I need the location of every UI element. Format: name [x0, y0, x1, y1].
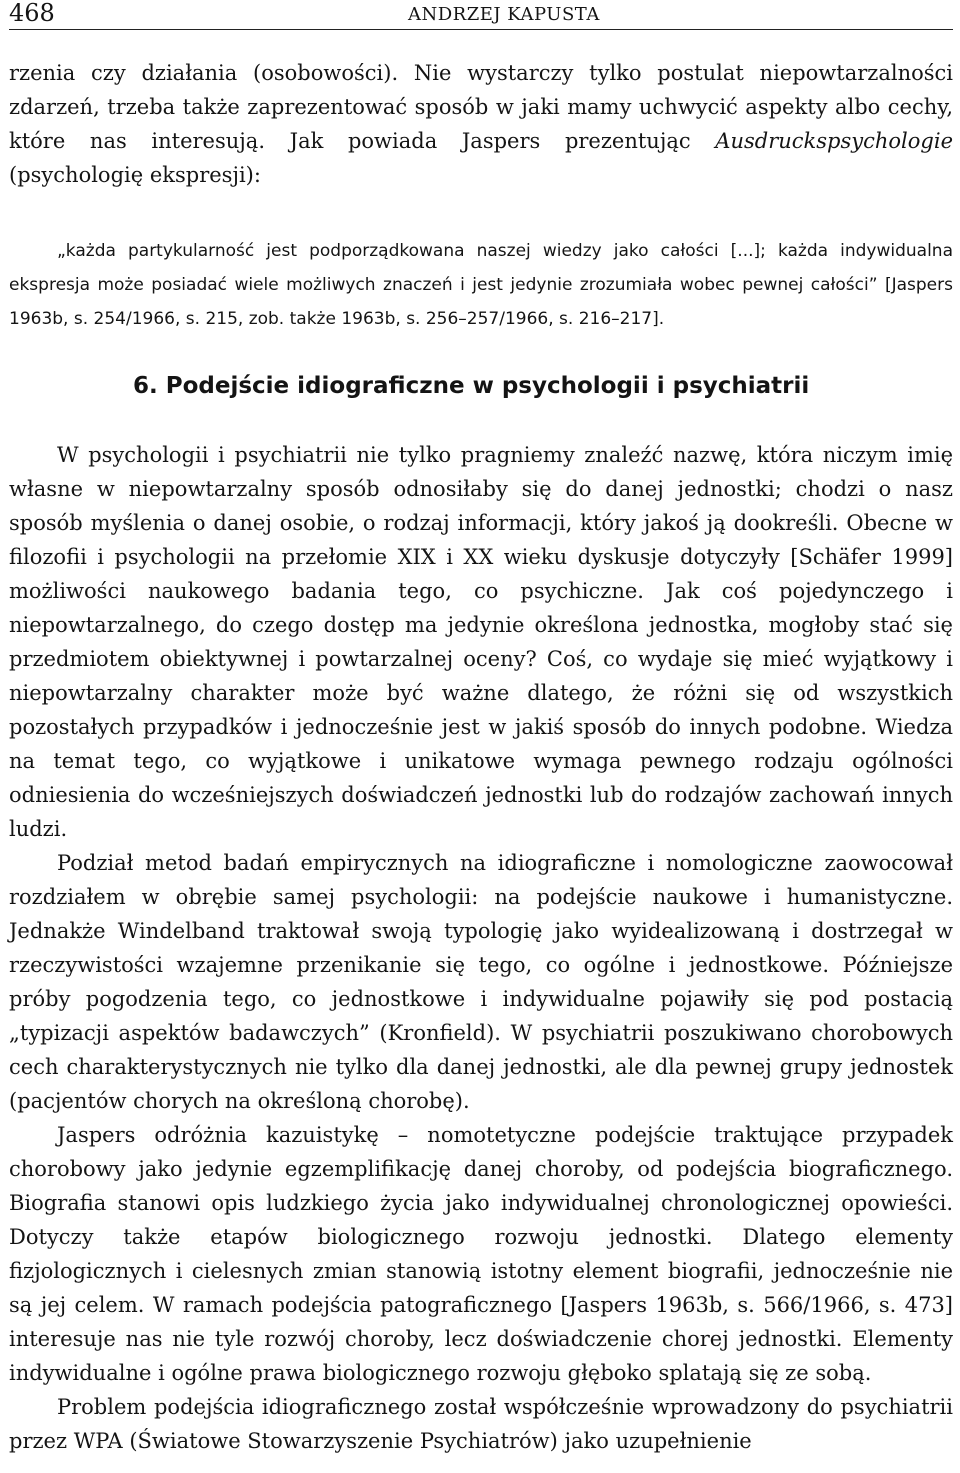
section-body	[9, 438, 953, 1458]
intro-text: rzenia czy działania (osobowości). Nie wystarczy tylko postulat niepowtarzalności zdarzeń, trzeba także zaprezentować sposób w jaki mamy uchwycić aspekty albo cechy, które nas interesują. Jak powiada Jaspers prezentując	[9, 61, 953, 153]
body-paragraph: W psychologii i psychiatrii nie tylko pragniemy znaleźć nazwę, która niczym imię własne w niepowtarzalny sposób odnosiłaby się do danej jednostki; chodzi o nasz sposób myślenia o danej osobie, o rodzaj informacji, który jakoś ją dookreśli. Obecne w filozofii i psychologii na przełomie XIX i XX wieku dyskusje dotyczyły [Schäfer 1999] możliwości naukowego badania tego, co psychiczne. Jak coś pojedynczego i niepowtarzalnego, do czego dostęp ma jedynie określona jednostka, mogłoby stać się przedmiotem obiektywnej i powtarzalnej oceny? Coś, co wydaje się mieć wyjątkowy i niepowtarzalny charakter może być ważne dlatego, że różni się od wszystkich pozostałych przypadków i jednocześnie jest w jakiś sposób do innych podobne. Wiedza na temat tego, co wyjątkowe i unikatowe wymaga pewnego rodzaju ogólności odniesienia do wcześniejszych doświadczeń jednostki lub do rodzajów zachowań innych ludzi.	[9, 443, 953, 841]
intro-paragraph	[9, 56, 953, 192]
intro-italic-term: Ausdruckspsychologie	[715, 129, 953, 153]
intro-text-end: (psychologię ekspresji):	[9, 163, 261, 187]
running-header	[9, 0, 953, 30]
running-title: ANDRZEJ KAPUSTA	[407, 4, 600, 25]
block-quote: „każda partykularność jest podporządkowana naszej wiedzy jako całości [...]; każda indywidualna ekspresja może posiadać wiele możliwych znaczeń i jest jedynie zrozumiała wobec pewnej całości” [Jaspers 1963b, s. 254/1966, s. 215, zob. także 1963b, s. 256–257/1966, s. 216–217].	[9, 241, 953, 329]
section-heading: 6. Podejście idiograficzne w psychologii i psychiatrii	[133, 373, 810, 399]
body-paragraph: Podział metod badań empirycznych na idiograficzne i nomologiczne zaowocował rozdziałem w obrębie samej psychologii: na podejście naukowe i humanistyczne. Jednakże Windelband traktował swoją typologię jako wyidealizowaną i dostrzegał w rzeczywistości wzajemne przenikanie się tego, co ogólne i jednostkowe. Późniejsze próby pogodzenia tego, co jednostkowe i indywidualne pojawiły się pod postacią „typizacji aspektów badawczych” (Kronfield). W psychiatrii poszukiwano chorobowych cech charakterystycznych nie tylko dla danej jednostki, ale dla pewnej grupy jednostek (pacjentów chorych na określoną chorobę).	[9, 851, 953, 1113]
book-page	[9, 0, 953, 1458]
body-paragraph: Problem podejścia idiograficznego został współcześnie wprowadzony do psychiatrii przez WPA (Światowe Stowarzyszenie Psychiatrów) jako uzupełnienie	[9, 1395, 953, 1453]
body-paragraph: Jaspers odróżnia kazuistykę – nomotetyczne podejście traktujące przypadek chorobowy jako jedynie egzemplifikację danej choroby, od podejścia biograficznego. Biografia stanowi opis ludzkiego życia jako indywidualnej chronologicznej opowieści. Dotyczy także etapów biologicznego rozwoju jednostki. Dlatego elementy fizjologicznych i cielesnych zmian stanowią istotny element biografii, jednocześnie nie są jej celem. W ramach podejścia patograficznego [Jaspers 1963b, s. 566/1966, s. 473] interesuje nas nie tyle rozwój choroby, lecz doświadczenie chorej jednostki. Elementy indywidualne i ogólne prawa biologicznego rozwoju głęboko splatają się ze sobą.	[9, 1123, 953, 1385]
page-number: 468	[9, 0, 55, 27]
